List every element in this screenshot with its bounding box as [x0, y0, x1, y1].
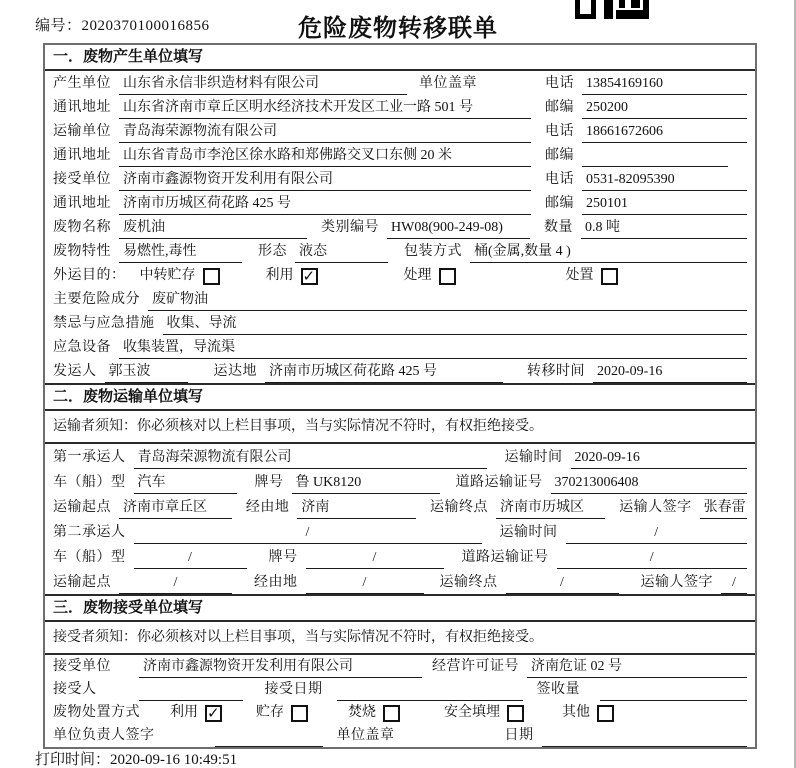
- equipment-value: 收集装置，导流渠: [119, 337, 747, 359]
- row-route-2: [45, 569, 755, 594]
- disposal-label: 废物处置方式: [53, 705, 140, 720]
- phone-label: 电话: [545, 76, 574, 91]
- producer-phone-value: 13854169160: [582, 73, 747, 95]
- date-value: [542, 725, 748, 747]
- hazard-label: 主要危险成分: [53, 292, 140, 307]
- transporter-zip-value: [582, 145, 728, 167]
- section3-title: 三．废物接受单位填写: [45, 596, 755, 622]
- receiver-value: 济南市鑫源物资开发利用有限公司: [119, 169, 531, 191]
- license-label: 经营许可证号: [432, 659, 519, 674]
- transporter-address-value: 山东省青岛市李沧区徐水路和郑佛路交叉口东侧 20 米: [119, 145, 531, 167]
- section-transporter: [45, 383, 755, 594]
- road-permit-label: 道路运输证号: [455, 475, 543, 490]
- plate-label: 牌号: [268, 550, 298, 565]
- carrier-sign-label: 运输人签字: [640, 575, 713, 590]
- row-taboo-measures: [45, 311, 755, 335]
- end-label: 运输终点: [429, 500, 488, 515]
- end1-value: 济南市历城区: [496, 497, 605, 519]
- section1-title: 一．废物产生单位填写: [45, 45, 755, 71]
- purpose-label: 外运目的：: [53, 268, 126, 283]
- transporter-phone-value: 18661672606: [582, 121, 747, 143]
- vehicle-type-label: 车（船）型: [53, 550, 126, 565]
- carrier-sign1-value: 张春雷: [700, 497, 747, 519]
- option-label: 安全填埋: [444, 705, 500, 720]
- row-waste-name: [45, 215, 755, 239]
- section-producer: [45, 45, 755, 383]
- checkbox-disposal-incinerate: [383, 705, 400, 722]
- transporter-label: 运输单位: [53, 124, 111, 139]
- road-permit2-value: /: [557, 547, 748, 569]
- producer-address-value: 山东省济南市章丘区明水经济技术开发区工业一路 501 号: [119, 97, 531, 119]
- row-disposal-method: [45, 701, 755, 724]
- end2-value: /: [506, 572, 619, 594]
- address-label: 通讯地址: [53, 100, 111, 115]
- disposal-option-utilize: [170, 702, 222, 724]
- disposal-option-other: [562, 702, 614, 724]
- row-accept-unit: [45, 655, 755, 678]
- transporter-notice: 运输者须知：你必须核对以上栏目事项，当与实际情况不符时，有权拒绝接受。: [45, 411, 755, 444]
- doc-number-value: 2020370100016856: [81, 18, 210, 34]
- transport-time-label: 运输时间: [504, 450, 563, 465]
- transport-time-label: 运输时间: [499, 525, 558, 540]
- qr-code-fragment-icon: [575, 0, 655, 20]
- received-qty-label: 签收量: [536, 682, 580, 697]
- end-label: 运输终点: [439, 575, 498, 590]
- road-permit-label: 道路运输证号: [461, 550, 549, 565]
- checkbox-dispose: [601, 268, 618, 285]
- carrier-sign2-value: /: [721, 572, 747, 594]
- receiver-notice: 接受者须知：你必须核对以上栏目事项，当与实际情况不符时，有权拒绝接受。: [45, 622, 755, 655]
- form-label: 形态: [258, 244, 287, 259]
- consignor-value: 郭玉波: [105, 361, 188, 383]
- transfer-date-label: 转移时间: [527, 364, 585, 379]
- receiver-zip-value: 250101: [582, 193, 747, 215]
- row-route-1: [45, 494, 755, 519]
- vehicle-type-label: 车（船）型: [53, 475, 126, 490]
- accept-date-label: 接受日期: [264, 682, 323, 697]
- row-receiver: [45, 167, 755, 191]
- print-time-label: 打印时间：: [35, 752, 111, 768]
- carrier2-label: 第二承运人: [53, 525, 126, 540]
- row-head-signature: [45, 724, 755, 747]
- checkbox-disposal-other: [597, 705, 614, 722]
- origin1-value: 济南市章丘区: [119, 497, 232, 519]
- transport-time1-value: 2020-09-16: [571, 447, 748, 469]
- vehicle1-value: 汽车: [134, 472, 237, 494]
- disposal-option-landfill: [444, 702, 524, 724]
- carrier-sign-label: 运输人签字: [619, 500, 692, 515]
- head-sign-label: 单位负责人签字: [53, 728, 155, 743]
- waste-name-value: 废机油: [119, 217, 307, 239]
- row-transfer-purpose: [45, 263, 755, 287]
- road-permit1-value: 370213006408: [551, 472, 748, 494]
- row-hazard-component: [45, 287, 755, 311]
- option-label: 利用: [170, 705, 198, 720]
- zip-label: 邮编: [545, 148, 574, 163]
- destination-value: 济南市历城区荷花路 425 号: [265, 361, 503, 383]
- acceptor-value: [139, 679, 243, 701]
- row-consignor: [45, 359, 755, 383]
- character-label: 废物特性: [53, 244, 111, 259]
- print-time-value: 2020-09-16 10:49:51: [110, 752, 238, 768]
- via-label: 经由地: [245, 500, 290, 515]
- accept-unit-value: 济南市鑫源物资开发利用有限公司: [139, 656, 422, 678]
- purpose-option-transfer-storage: [140, 265, 220, 287]
- purpose-option-utilize: [266, 265, 318, 287]
- phone-label: 电话: [545, 172, 574, 187]
- origin2-value: /: [119, 572, 232, 594]
- option-label: 利用: [265, 268, 294, 283]
- checkbox-utilize: [301, 268, 318, 285]
- section-receiver: [45, 594, 755, 747]
- qty-value: 0.8 吨: [581, 217, 747, 239]
- vehicle2-value: /: [134, 547, 247, 569]
- address-label: 通讯地址: [53, 196, 111, 211]
- producer-zip-value: 250200: [582, 97, 747, 119]
- character-value: 易燃性,毒性: [119, 241, 242, 263]
- date-label: 日期: [504, 728, 534, 743]
- via1-value: 济南: [297, 497, 416, 519]
- manifest-form: [43, 43, 757, 749]
- taboo-value: 收集、导流: [163, 313, 748, 335]
- checkbox-treat: [439, 268, 456, 285]
- option-label: 处置: [565, 268, 594, 283]
- page-title: 危险废物转移联单: [298, 16, 498, 42]
- row-vehicle-1: [45, 469, 755, 494]
- form-value: 液态: [295, 241, 388, 263]
- row-receiver-address: [45, 191, 755, 215]
- via-label: 经由地: [254, 575, 298, 590]
- row-acceptor: [45, 678, 755, 701]
- row-transporter-address: [45, 143, 755, 167]
- option-label: 贮存: [256, 705, 284, 720]
- print-time: [35, 748, 237, 768]
- transporter-value: 青岛海荣源物流有限公司: [119, 121, 531, 143]
- accept-unit-label: 接受单位: [53, 659, 111, 674]
- received-qty-value: [600, 679, 747, 701]
- row-waste-character: [45, 239, 755, 263]
- zip-label: 邮编: [545, 100, 574, 115]
- receiver-address-value: 济南市历城区荷花路 425 号: [119, 193, 531, 215]
- row-emergency-equipment: [45, 335, 755, 359]
- origin-label: 运输起点: [53, 500, 111, 515]
- plate2-value: /: [306, 547, 444, 569]
- section2-title: 二．废物运输单位填写: [45, 385, 755, 411]
- option-label: 其他: [562, 705, 590, 720]
- carrier2-value: /: [134, 522, 482, 544]
- consignor-label: 发运人: [53, 364, 97, 379]
- carrier1-value: 青岛海荣源物流有限公司: [134, 447, 487, 469]
- row-second-carrier: [45, 519, 755, 544]
- disposal-option-incinerate: [348, 702, 400, 724]
- address-label: 通讯地址: [53, 148, 111, 163]
- carrier1-label: 第一承运人: [53, 450, 126, 465]
- row-producer: [45, 71, 755, 95]
- hazard-value: 废矿物油: [148, 289, 747, 311]
- option-label: 处理: [403, 268, 432, 283]
- document-header: [0, 8, 796, 42]
- option-label: 中转贮存: [139, 268, 196, 283]
- purpose-option-treat: [404, 265, 456, 287]
- plate-label: 牌号: [254, 475, 284, 490]
- row-producer-address: [45, 95, 755, 119]
- packing-value: 桶(金属,数量 4 ): [470, 241, 747, 263]
- checkbox-disposal-landfill: [507, 705, 524, 722]
- row-transporter: [45, 119, 755, 143]
- accept-date-value: [337, 679, 523, 701]
- producer-value: 山东省永信非织造材料有限公司: [119, 73, 407, 95]
- doc-number-label: 编号：: [35, 18, 82, 34]
- qty-label: 数量: [544, 220, 573, 235]
- row-vehicle-2: [45, 544, 755, 569]
- checkbox-disposal-storage: [291, 705, 308, 722]
- producer-label: 产生单位: [53, 76, 111, 91]
- head-sign-value: [215, 725, 323, 747]
- row-first-carrier: [45, 444, 755, 469]
- transfer-date-value: 2020-09-16: [593, 361, 747, 383]
- plate1-value: 鲁 UK8120: [292, 472, 440, 494]
- checkbox-disposal-utilize: [205, 705, 222, 722]
- waste-name-label: 废物名称: [53, 220, 111, 235]
- destination-label: 运达地: [213, 364, 257, 379]
- packing-label: 包装方式: [404, 244, 462, 259]
- via2-value: /: [306, 572, 424, 594]
- license-value: 济南危证 02 号: [527, 656, 747, 678]
- transport-time2-value: /: [566, 522, 748, 544]
- unit-seal-label: 单位盖章: [336, 728, 395, 743]
- checkbox-transfer-storage: [203, 268, 220, 285]
- taboo-label: 禁忌与应急措施: [53, 316, 155, 331]
- purpose-option-dispose: [566, 265, 618, 287]
- equipment-label: 应急设备: [53, 340, 111, 355]
- origin-label: 运输起点: [53, 575, 111, 590]
- option-label: 焚烧: [348, 705, 376, 720]
- category-label: 类别编号: [321, 220, 379, 235]
- receiver-phone-value: 0531-82095390: [582, 169, 747, 191]
- acceptor-label: 接受人: [53, 682, 97, 697]
- zip-label: 邮编: [545, 196, 574, 211]
- phone-label: 电话: [545, 124, 574, 139]
- disposal-option-storage: [256, 702, 308, 724]
- unit-seal-label: 单位盖章: [419, 76, 477, 91]
- receiver-label: 接受单位: [53, 172, 111, 187]
- category-value: HW08(900-249-08): [387, 217, 530, 239]
